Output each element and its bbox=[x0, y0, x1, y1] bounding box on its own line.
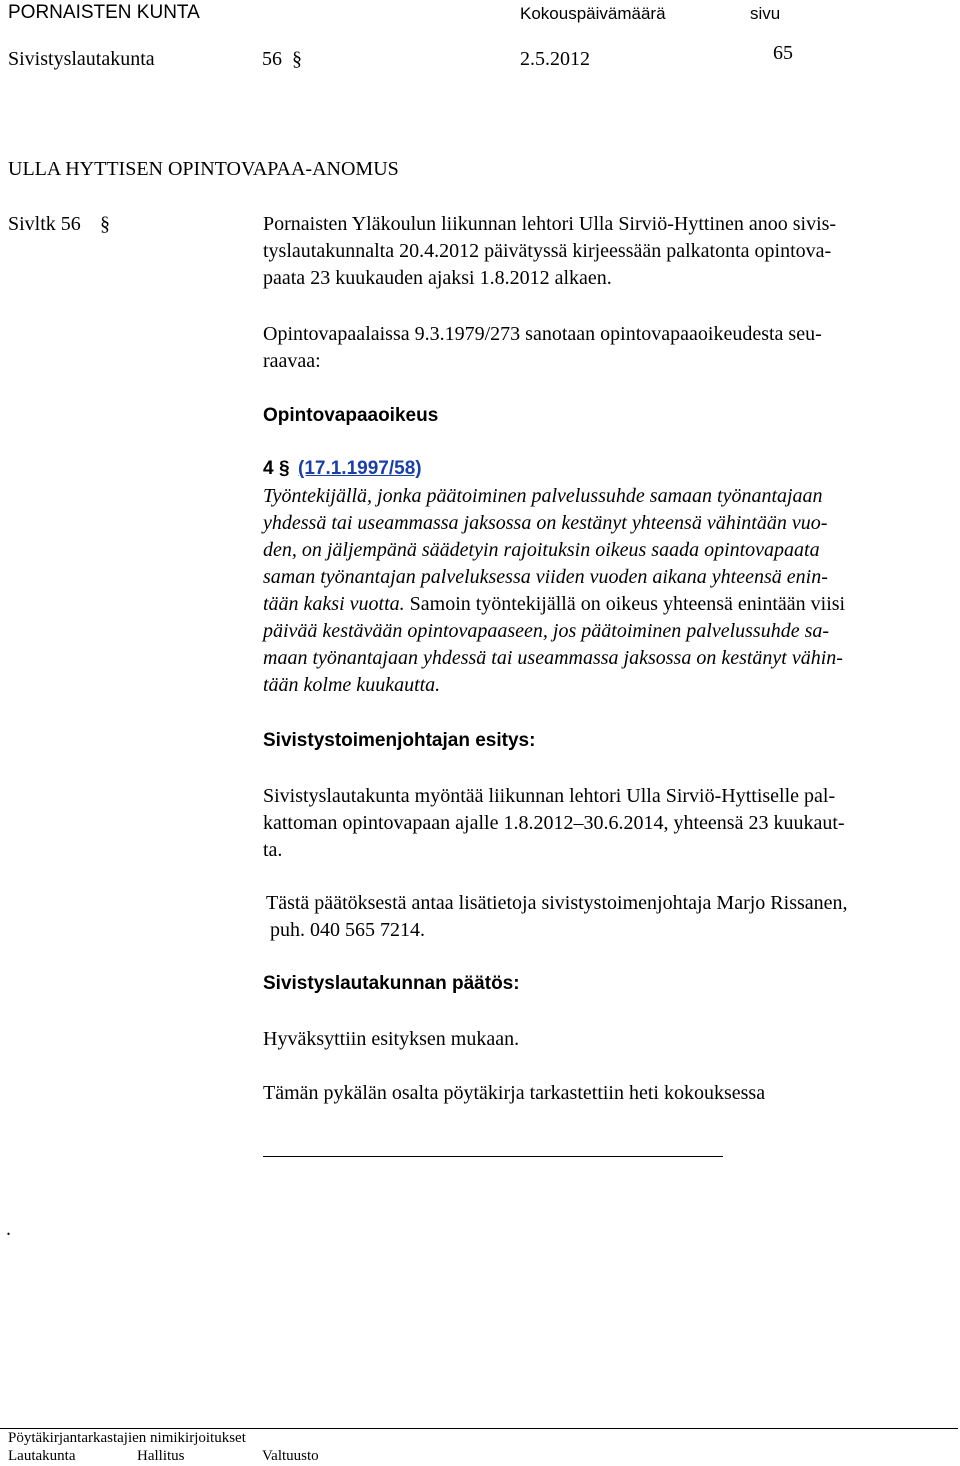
verification-text: Tämän pykälän osalta pöytäkirja tarkastettiin heti kokouksessa bbox=[263, 1082, 766, 1104]
section-mark: § bbox=[292, 48, 302, 70]
law-text-line-5-italic: tään kaksi vuotta. bbox=[263, 593, 405, 615]
intro-line-1: Pornaisten Yläkoulun liikunnan lehtori Ulla Sirviö-Hyttinen anoo sivis- bbox=[263, 213, 837, 235]
signature-line bbox=[263, 1156, 723, 1157]
info-line-2: puh. 040 565 7214. bbox=[270, 919, 425, 941]
decision-heading: Sivistyslautakunnan päätös: bbox=[263, 973, 520, 994]
law-intro-line-1: Opintovapaalaissa 9.3.1979/273 sanotaan opintovapaaoikeudesta seu- bbox=[263, 323, 822, 345]
item-reference-mark: § bbox=[100, 213, 110, 235]
decision-text: Hyväksyttiin esityksen mukaan. bbox=[263, 1028, 520, 1050]
footer-rule bbox=[0, 1428, 958, 1429]
law-text-line-7: maan työnantajaan yhdessä tai useammassa jaksossa on kestänyt vähin- bbox=[263, 647, 843, 669]
law-paragraph-mark: § bbox=[279, 458, 290, 479]
board-name: Sivistyslautakunta bbox=[8, 48, 155, 70]
proposal-line-1: Sivistyslautakunta myöntää liikunnan lehtori Ulla Sirviö-Hyttiselle pal- bbox=[263, 785, 836, 807]
footer-signatures-label: Pöytäkirjantarkastajien nimikirjoitukset bbox=[8, 1430, 246, 1446]
intro-line-2: tyslautakunnalta 20.4.2012 päivätyssä kirjeessään palkatonta opintova- bbox=[263, 240, 832, 262]
proposal-line-2: kattoman opintovapaan ajalle 1.8.2012–30.6.2014, yhteensä 23 kuukaut- bbox=[263, 812, 845, 834]
section-number: 56 bbox=[262, 48, 282, 70]
law-intro-line-2: raavaa: bbox=[263, 350, 321, 372]
law-text-line-5-rest: Samoin työntekijällä on oikeus yhteensä enintään viisi bbox=[409, 593, 846, 615]
stray-dot: . bbox=[6, 1218, 11, 1240]
item-reference: Sivltk 56 bbox=[8, 213, 81, 235]
proposal-line-3: ta. bbox=[263, 839, 283, 861]
municipality-name: PORNAISTEN KUNTA bbox=[8, 2, 200, 23]
law-text-line-6: päivää kestävään opintovapaaseen, jos päätoiminen palvelussuhde sa- bbox=[263, 620, 830, 642]
intro-line-3: paata 23 kuukauden ajaksi 1.8.2012 alkaen. bbox=[263, 267, 612, 289]
footer-col-lautakunta: Lautakunta bbox=[8, 1448, 76, 1464]
meeting-date: 2.5.2012 bbox=[520, 48, 590, 70]
law-heading: Opintovapaaoikeus bbox=[263, 405, 439, 426]
law-text-line-3: den, on jäljempänä säädetyin rajoituksin oikeus saada opintovapaata bbox=[263, 539, 820, 561]
date-label: Kokouspäivämäärä bbox=[520, 4, 666, 23]
law-text-line-1: Työntekijällä, jonka päätoiminen palvelussuhde samaan työnantajaan bbox=[263, 485, 823, 507]
amendment-link[interactable]: (17.1.1997/58) bbox=[298, 458, 422, 479]
page-number: 65 bbox=[773, 42, 793, 64]
law-text-line-4: saman työnantajan palveluksessa viiden vuoden aikana yhteensä enin- bbox=[263, 566, 828, 588]
law-text-line-5 bbox=[263, 593, 845, 616]
law-paragraph-number: 4 bbox=[263, 458, 274, 479]
law-text-line-8: tään kolme kuukautta. bbox=[263, 674, 441, 696]
proposal-heading: Sivistystoimenjohtajan esitys: bbox=[263, 730, 536, 751]
document-title: ULLA HYTTISEN OPINTOVAPAA-ANOMUS bbox=[8, 158, 399, 180]
page-label: sivu bbox=[750, 4, 781, 23]
law-text-line-2: yhdessä tai useammassa jaksossa on kestänyt yhteensä vähintään vuo- bbox=[263, 512, 828, 534]
info-line-1: Tästä päätöksestä antaa lisätietoja sivistystoimenjohtaja Marjo Rissanen, bbox=[266, 892, 848, 914]
footer-col-hallitus: Hallitus bbox=[137, 1448, 185, 1464]
footer-col-valtuusto: Valtuusto bbox=[262, 1448, 319, 1464]
